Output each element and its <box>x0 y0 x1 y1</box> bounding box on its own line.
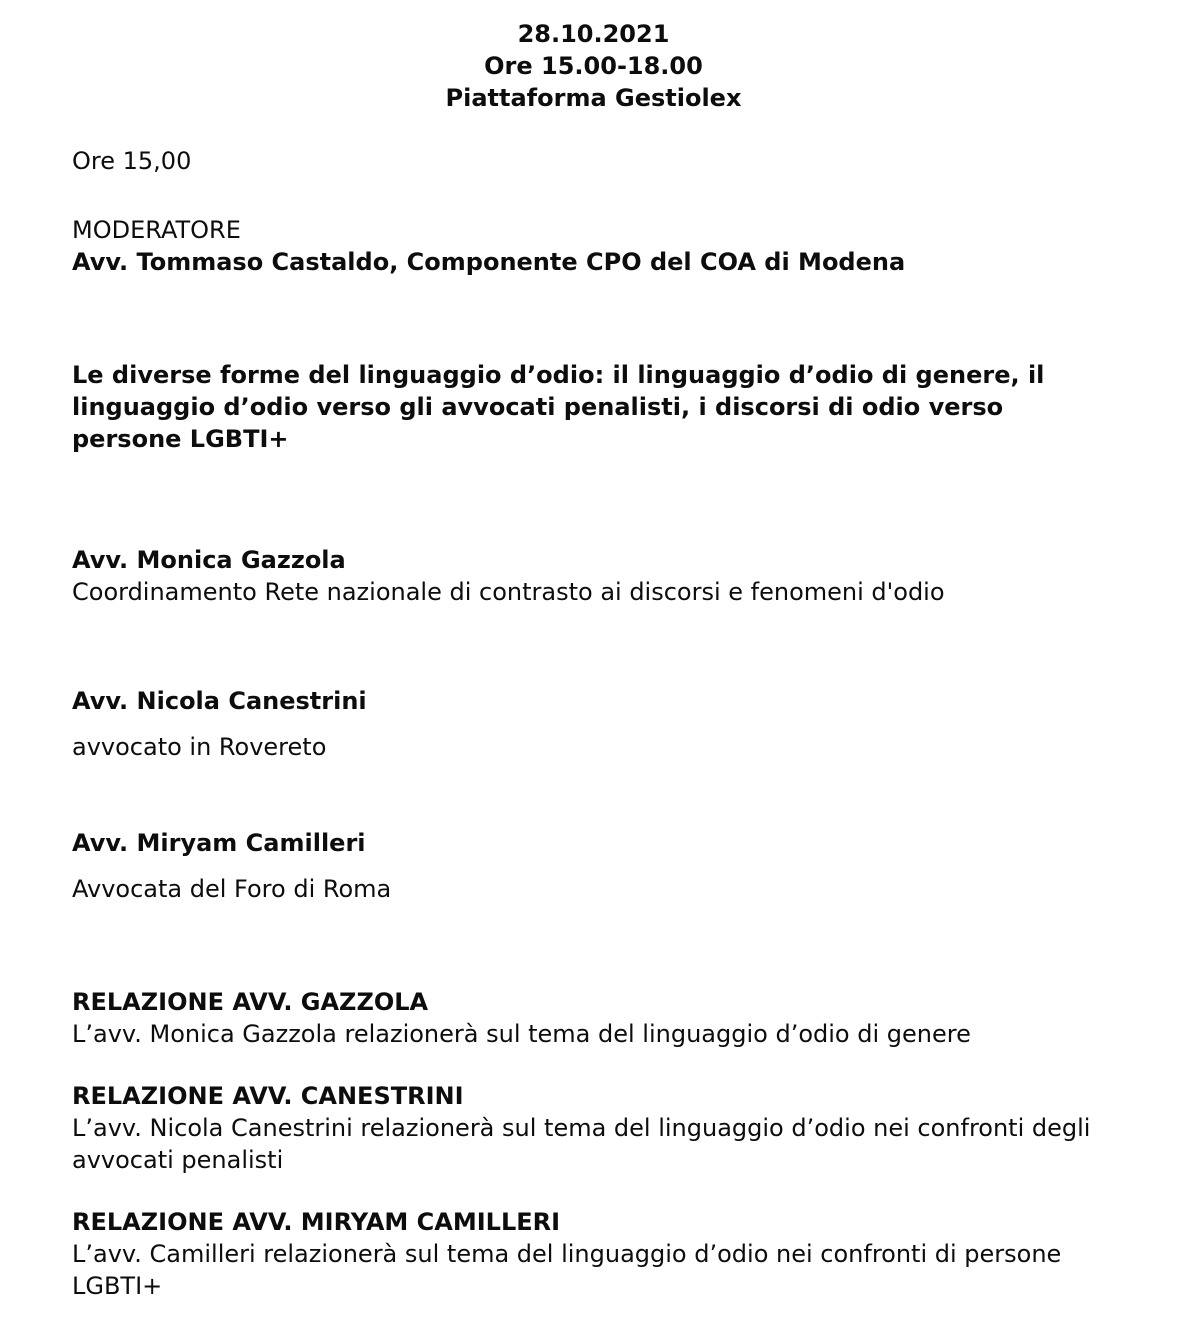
speaker-title: Avvocata del Foro di Roma <box>72 875 392 903</box>
speaker-title: Coordinamento Rete nazionale di contrasto ai discorsi e fenomeni d'odio <box>72 578 945 606</box>
session-topic: Le diverse forme del linguaggio d’odio: il linguaggio d’odio di genere, il linguaggio d’odio verso gli avvocati penalisti, i discorsi di odio verso persone LGBTI+ <box>72 361 1045 453</box>
event-platform: Piattaforma Gestiolex <box>445 84 742 112</box>
event-date: 28.10.2021 <box>517 20 670 48</box>
speaker-block-canestrini <box>72 685 1115 763</box>
presentation-heading: RELAZIONE AVV. MIRYAM CAMILLERI <box>72 1208 561 1236</box>
speaker-block-gazzola <box>72 544 1115 608</box>
moderator-block <box>72 214 1115 278</box>
presentation-heading: RELAZIONE AVV. CANESTRINI <box>72 1082 464 1110</box>
speakers-section <box>72 544 1115 905</box>
speaker-name: Avv. Monica Gazzola <box>72 546 346 574</box>
presentations-section <box>72 986 1115 1302</box>
document-header <box>72 18 1115 114</box>
moderator-label: MODERATORE <box>72 216 241 244</box>
presentation-block-canestrini <box>72 1080 1115 1176</box>
presentation-description: L’avv. Monica Gazzola relazionerà sul tema del linguaggio d’odio di genere <box>72 1020 971 1048</box>
speaker-title: avvocato in Rovereto <box>72 733 327 761</box>
speaker-name: Avv. Nicola Canestrini <box>72 687 367 715</box>
speaker-name: Avv. Miryam Camilleri <box>72 829 366 857</box>
presentation-heading: RELAZIONE AVV. GAZZOLA <box>72 988 429 1016</box>
session-start-time: Ore 15,00 <box>72 147 192 175</box>
presentation-block-camilleri <box>72 1206 1115 1302</box>
moderator-name: Avv. Tommaso Castaldo, Componente CPO del COA di Modena <box>72 248 906 276</box>
presentation-description: L’avv. Nicola Canestrini relazionerà sul tema del linguaggio d’odio nei confronti degli avvocati penalisti <box>72 1114 1091 1174</box>
presentation-block-gazzola <box>72 986 1115 1050</box>
presentation-description: L’avv. Camilleri relazionerà sul tema del linguaggio d’odio nei confronti di persone LGBTI+ <box>72 1240 1062 1300</box>
event-time-range: Ore 15.00-18.00 <box>484 52 703 80</box>
speaker-block-camilleri <box>72 827 1115 905</box>
